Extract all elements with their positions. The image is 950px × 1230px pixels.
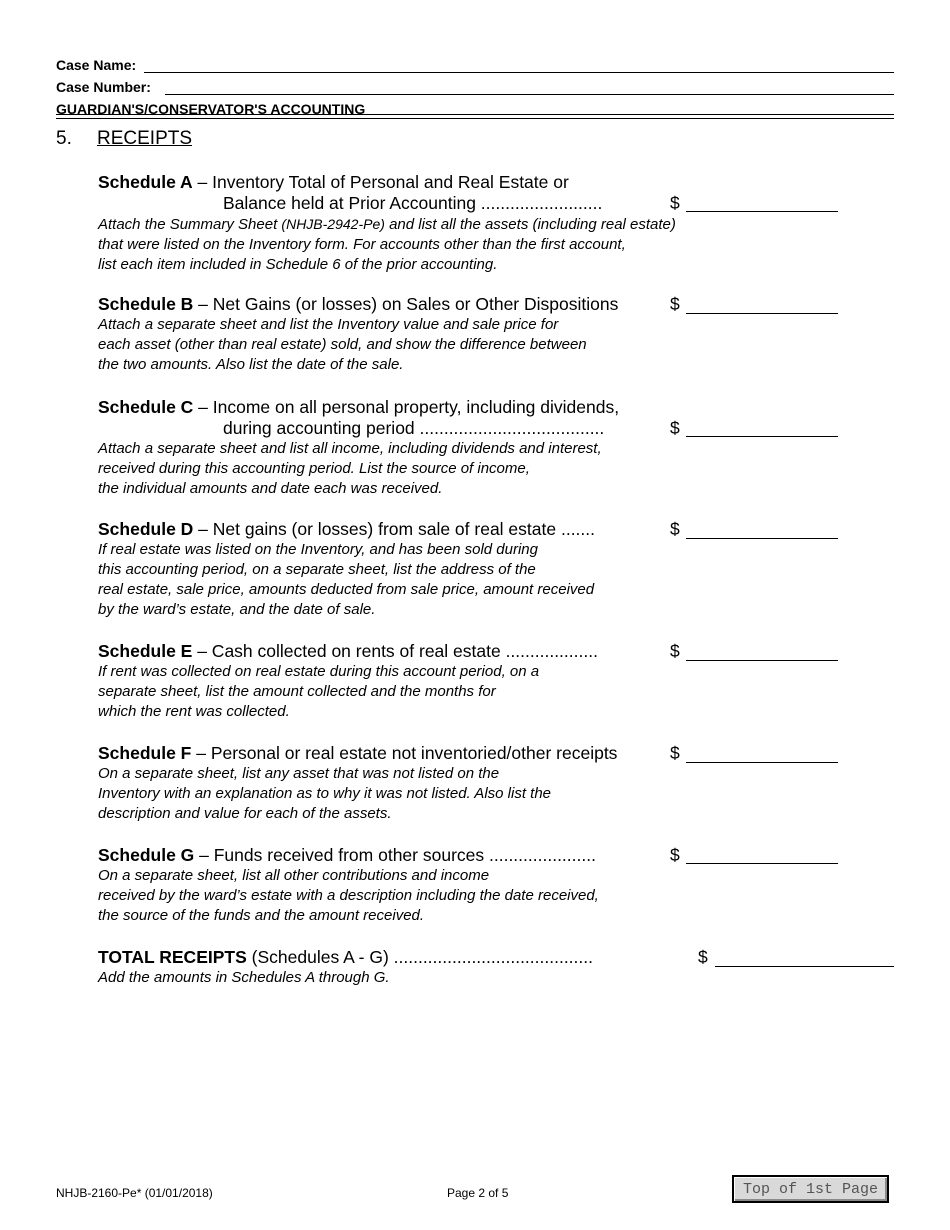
schedule-g-note-2: received by the ward’s estate with a description including the date received,	[98, 887, 599, 904]
schedule-c-line1: – Income on all personal property, including dividends,	[193, 397, 620, 417]
form-id: NHJB-2160-Pe* (01/01/2018)	[56, 1186, 213, 1200]
schedule-c-note-1: Attach a separate sheet and list all income, including dividends and interest,	[98, 440, 602, 457]
schedule-c-note-3: the individual amounts and date each was received.	[98, 480, 443, 497]
schedule-g	[98, 845, 878, 926]
schedule-e-note-2: separate sheet, list the amount collected and the months for	[98, 683, 496, 700]
schedule-c-dollar: $	[670, 418, 680, 438]
schedule-c-line2: during accounting period ......................................	[223, 418, 605, 438]
schedule-f-note-3: description and value for each of the assets.	[98, 805, 392, 822]
case-number-field[interactable]	[165, 94, 894, 95]
schedule-e-line1: – Cash collected on rents of real estate ...................	[192, 641, 598, 661]
case-name-field[interactable]	[144, 72, 894, 73]
schedule-g-amount-field[interactable]	[686, 863, 838, 864]
schedule-e-note-3: which the rent was collected.	[98, 703, 290, 720]
header-divider	[56, 114, 894, 119]
page-number: Page 2 of 5	[447, 1186, 509, 1200]
schedule-e-note-1: If rent was collected on real estate during this account period, on a	[98, 663, 540, 680]
schedule-b-line1: – Net Gains (or losses) on Sales or Other Dispositions	[193, 294, 619, 314]
schedule-a-label: Schedule A	[98, 172, 193, 192]
case-name-label: Case Name:	[56, 57, 137, 73]
total-receipts-note: Add the amounts in Schedules A through G.	[98, 969, 390, 986]
total-amount-field[interactable]	[715, 966, 894, 967]
top-of-first-page-button[interactable]: Top of 1st Page	[732, 1175, 889, 1203]
schedule-f-line1: – Personal or real estate not inventoried/other receipts	[191, 743, 618, 763]
schedule-f-dollar: $	[670, 743, 680, 763]
schedule-a-amount-field[interactable]	[686, 211, 838, 212]
schedule-e-label: Schedule E	[98, 641, 193, 661]
schedule-g-note-1: On a separate sheet, list all other contributions and income	[98, 867, 490, 884]
schedule-d-line1: – Net gains (or losses) from sale of real estate .......	[193, 519, 596, 539]
schedule-e	[98, 641, 878, 722]
schedule-d-note-3: real estate, sale price, amounts deducted from sale price, amount received	[98, 581, 595, 598]
schedule-d	[98, 519, 878, 620]
schedule-b-amount-field[interactable]	[686, 313, 838, 314]
schedule-a-note-2: that were listed on the Inventory form. For accounts other than the first account,	[98, 236, 626, 253]
schedule-c-amount-field[interactable]	[686, 436, 838, 437]
section-title: RECEIPTS	[97, 128, 193, 149]
schedule-b-label: Schedule B	[98, 294, 194, 314]
schedule-f-note-2: Inventory with an explanation as to why it was not listed. Also list the	[98, 785, 552, 802]
schedule-c	[98, 397, 878, 499]
schedule-f-amount-field[interactable]	[686, 762, 838, 763]
schedule-f-label: Schedule F	[98, 743, 192, 763]
total-receipts	[98, 947, 878, 988]
case-number-label: Case Number:	[56, 79, 151, 95]
schedule-a-note-1: Attach the Summary Sheet (NHJB-2942-Pe) and list all the assets (including real estate)	[98, 216, 676, 233]
schedule-e-amount-field[interactable]	[686, 660, 838, 661]
schedule-d-amount-field[interactable]	[686, 538, 838, 539]
schedule-a-line2: Balance held at Prior Accounting .........................	[223, 193, 603, 213]
schedule-g-line1: – Funds received from other sources ......................	[194, 845, 596, 865]
schedule-b-note-1: Attach a separate sheet and list the Inventory value and sale price for	[98, 316, 559, 333]
schedule-b	[98, 294, 878, 375]
schedule-d-dollar: $	[670, 519, 680, 539]
schedule-a	[98, 172, 878, 275]
schedule-b-dollar: $	[670, 294, 680, 314]
form-title: GUARDIAN'S/CONSERVATOR'S ACCOUNTING	[56, 101, 366, 117]
schedule-g-label: Schedule G	[98, 845, 195, 865]
schedule-d-note-2: this accounting period, on a separate sheet, list the address of the	[98, 561, 536, 578]
schedule-d-note-1: If real estate was listed on the Inventory, and has been sold during	[98, 541, 538, 558]
schedule-a-line1: – Inventory Total of Personal and Real Estate or	[192, 172, 569, 192]
total-receipts-label: TOTAL RECEIPTS	[98, 947, 247, 967]
schedule-e-dollar: $	[670, 641, 680, 661]
schedule-d-label: Schedule D	[98, 519, 194, 539]
schedule-f-note-1: On a separate sheet, list any asset that was not listed on the	[98, 765, 500, 782]
schedule-g-dollar: $	[670, 845, 680, 865]
schedule-f	[98, 743, 878, 824]
schedule-a-note-3: list each item included in Schedule 6 of the prior accounting.	[98, 256, 498, 273]
schedule-g-note-3: the source of the funds and the amount received.	[98, 907, 425, 924]
schedule-c-note-2: received during this accounting period. List the source of income,	[98, 460, 530, 477]
schedule-b-note-2: each asset (other than real estate) sold, and show the difference between	[98, 336, 587, 353]
schedule-b-note-3: the two amounts. Also list the date of the sale.	[98, 356, 404, 373]
total-receipts-line1: (Schedules A - G) .........................................	[246, 947, 593, 967]
section-number: 5.	[56, 128, 72, 149]
schedule-d-note-4: by the ward’s estate, and the date of sale.	[98, 601, 376, 618]
schedule-c-label: Schedule C	[98, 397, 194, 417]
schedule-a-dollar: $	[670, 193, 680, 213]
total-dollar: $	[698, 947, 708, 967]
